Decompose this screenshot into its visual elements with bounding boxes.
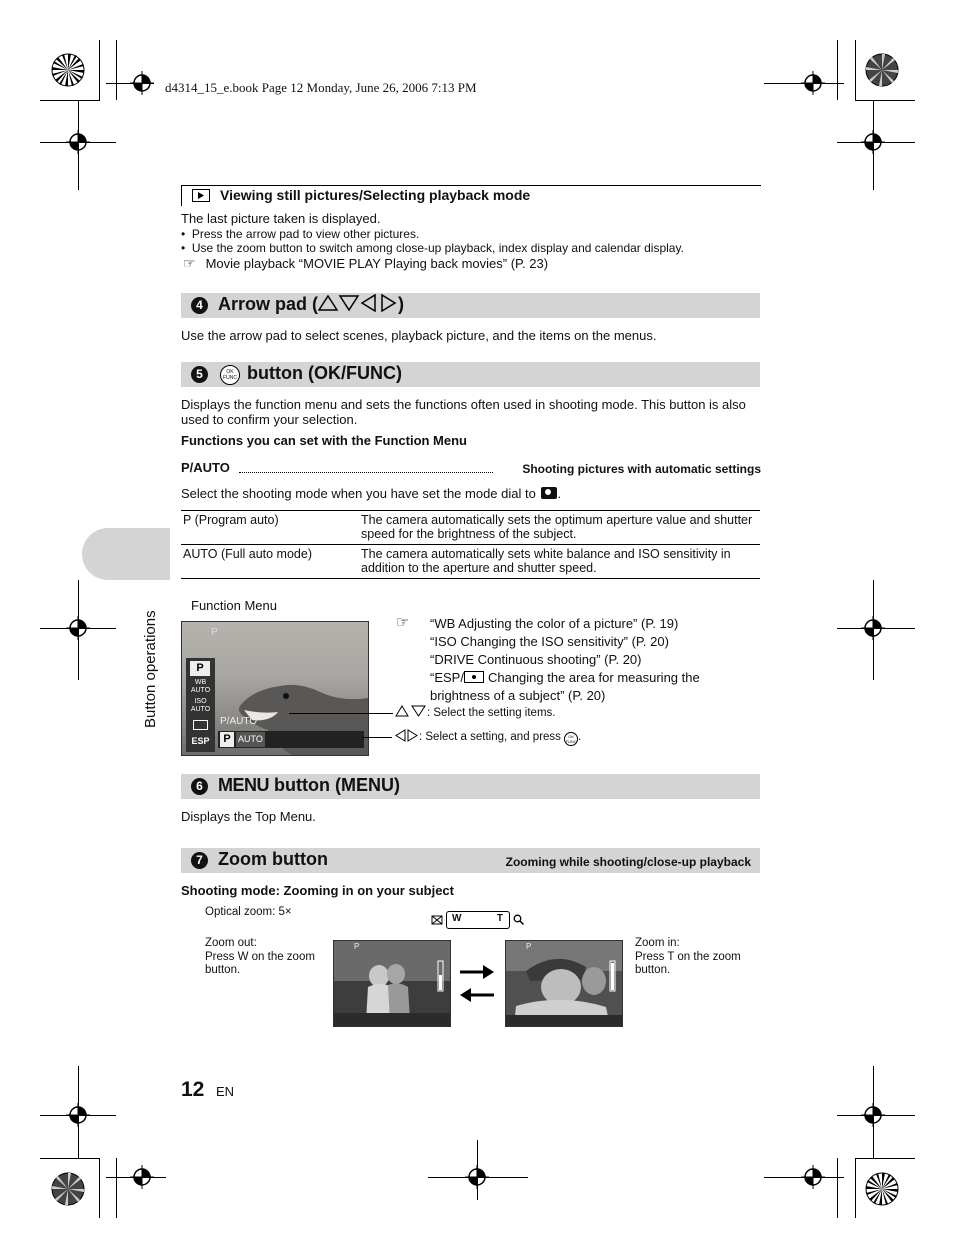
function-menu-icons: P WB AUTO ISO AUTO ESP xyxy=(186,658,215,752)
arrow-pad-icon xyxy=(318,294,398,312)
section-6-body: Displays the Top Menu. xyxy=(181,809,316,824)
callout-line xyxy=(362,737,392,738)
section-6-header xyxy=(181,774,760,799)
section-title: MENU button (MENU) xyxy=(218,775,400,795)
side-tab-label: Button operations xyxy=(142,610,159,728)
zoom-in-photo: P xyxy=(505,940,623,1027)
callout-line xyxy=(289,713,393,714)
leader-dots xyxy=(239,472,493,473)
crosshair-icon xyxy=(130,1165,154,1189)
zoom-lever-icon: W T xyxy=(431,911,526,931)
side-tab-marker xyxy=(82,528,170,580)
ok-func-icon: OK FUNC xyxy=(565,734,577,744)
wb-auto-icon: WB AUTO xyxy=(190,679,211,694)
function-menu-screen: P P WB AUTO ISO AUTO ESP P/AUTO P AUTO xyxy=(181,621,369,756)
play-icon xyxy=(192,189,210,202)
print-header: d4314_15_e.book Page 12 Monday, June 26, 2006 7:13 PM xyxy=(165,80,477,95)
callout-leftright: : Select a setting, and press OK FUNC . xyxy=(395,729,581,746)
wide-icon xyxy=(431,915,443,925)
crosshair-icon xyxy=(861,1103,885,1127)
section-title: button (OK/FUNC) xyxy=(247,363,402,383)
crosshair-icon xyxy=(861,130,885,154)
zoom-in-text: Zoom in: Press T on the zoom button. xyxy=(635,937,741,976)
iso-auto-icon: ISO AUTO xyxy=(190,698,211,713)
magnify-icon xyxy=(513,914,524,925)
function-references: “WB Adjusting the color of a picture” (P. 19) “ISO Changing the ISO sensitivity” (P. 20) “DRIVE Continuous shooting” (P. 20) “ESP/ Changing the area for measuring the brightness of a subject” (P. 20) xyxy=(430,616,700,703)
zoom-subhead: Shooting mode: Zooming in on your subject xyxy=(181,883,454,898)
table-row: P (Program auto) The camera automatically sets the optimum aperture value and shutter speed for the brightness of the subject. xyxy=(181,511,760,545)
crosshair-icon xyxy=(130,71,154,95)
crosshair-icon xyxy=(465,1165,489,1189)
rosette-icon xyxy=(865,53,899,87)
crosshair-icon xyxy=(66,1103,90,1127)
rosette-icon xyxy=(51,1172,85,1206)
page-number: 12 xyxy=(181,1078,205,1101)
crosshair-icon xyxy=(66,130,90,154)
section-number: 4 xyxy=(191,297,208,314)
select-mode-line: Select the shooting mode when you have set the mode dial to . xyxy=(181,486,562,501)
crosshair-icon xyxy=(861,616,885,640)
section-number: 5 xyxy=(191,366,208,383)
reference-hand-icon: ☞ xyxy=(396,614,410,631)
zoom-out-text: Zoom out: Press W on the zoom button. xyxy=(205,937,315,976)
pauto-bar: P AUTO xyxy=(218,731,364,748)
section-5-body: Displays the function menu and sets the functions often used in shooting mode. This button is also used to confirm your selection. xyxy=(181,397,746,427)
rosette-icon xyxy=(865,1172,899,1206)
drive-icon xyxy=(193,720,208,730)
section-5-header xyxy=(181,362,760,387)
spot-metering-icon xyxy=(464,671,484,683)
crosshair-icon xyxy=(66,616,90,640)
table-row: AUTO (Full auto mode) The camera automatically sets white balance and ISO sensitivity in addition to the aperture and shutter speed. xyxy=(181,545,760,579)
viewing-heading: Viewing still pictures/Selecting playback mode xyxy=(181,185,761,206)
function-menu-label: Function Menu xyxy=(191,598,277,613)
list-item: • Use the zoom button to switch among close-up playback, index display and calendar display. xyxy=(181,241,684,255)
section-title: Zoom button xyxy=(218,849,328,869)
zoom-out-photo: P xyxy=(333,940,451,1027)
section-subtitle: Zooming while shooting/close-up playback xyxy=(505,855,751,869)
section-number: 7 xyxy=(191,852,208,869)
optical-zoom: Optical zoom: 5× xyxy=(205,906,292,918)
ok-func-icon: OK FUNC xyxy=(220,365,240,385)
left-right-arrow-icon xyxy=(395,729,419,742)
viewing-intro: The last picture taken is displayed. xyxy=(181,211,381,226)
zoom-arrows-icon xyxy=(459,964,495,1004)
rosette-icon xyxy=(51,53,85,87)
reference-hand-icon: ☞ xyxy=(183,255,196,271)
camera-icon xyxy=(541,487,557,499)
section-4-body: Use the arrow pad to select scenes, playback picture, and the items on the menus. xyxy=(181,328,657,343)
section-7-header xyxy=(181,848,760,873)
reference-line: ☞ Movie playback “MOVIE PLAY Playing back movies” (P. 23) xyxy=(183,255,549,271)
language-code: EN xyxy=(216,1084,235,1099)
crosshair-icon xyxy=(801,1165,825,1189)
function-menu-subhead: Functions you can set with the Function Menu xyxy=(181,433,467,448)
up-down-arrow-icon xyxy=(395,705,427,717)
pauto-caption: P/AUTO xyxy=(220,716,258,727)
crosshair-icon xyxy=(801,71,825,95)
section-number: 6 xyxy=(191,778,208,795)
section-title: Arrow pad ( ) xyxy=(218,294,405,314)
list-item: • Press the arrow pad to view other pictures. xyxy=(181,227,420,241)
section-4-header xyxy=(181,293,760,318)
callout-updown: : Select the setting items. xyxy=(395,705,555,719)
mode-table xyxy=(181,510,760,579)
